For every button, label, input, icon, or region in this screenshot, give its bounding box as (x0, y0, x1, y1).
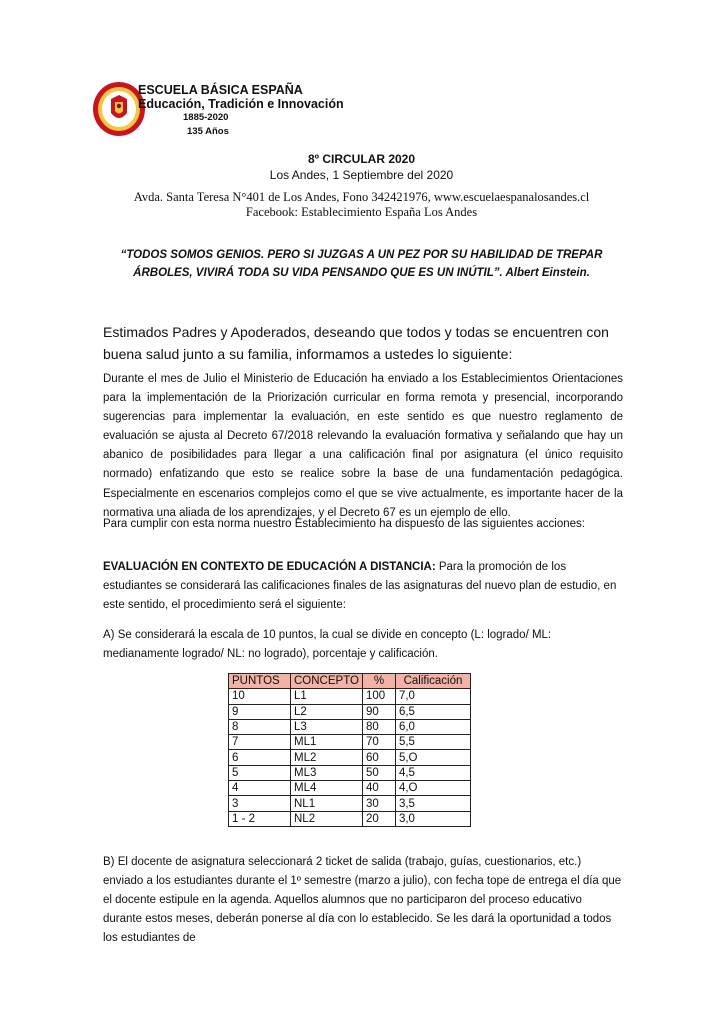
table-cell: ML1 (291, 735, 363, 750)
paragraph-acciones: Para cumplir con esta norma nuestro Establecimiento ha dispuesto de las siguientes acciones: (103, 518, 585, 530)
column-header: CONCEPTO (291, 674, 363, 689)
grading-scale-table (228, 673, 471, 827)
table-row (229, 811, 471, 826)
table-row (229, 765, 471, 780)
table-cell: 7 (229, 735, 291, 750)
table-cell: 6,0 (395, 719, 470, 734)
facebook-line: Facebook: Establecimiento España Los Andes (245, 205, 478, 219)
table-cell: NL1 (291, 796, 363, 811)
table-cell: 5,5 (395, 735, 470, 750)
table-cell: 100 (362, 689, 395, 704)
table-cell: 70 (362, 735, 395, 750)
table-cell: ML3 (291, 765, 363, 780)
table-cell: 1 - 2 (229, 811, 291, 826)
table-cell: 6,5 (395, 704, 470, 719)
table-cell: 7,0 (395, 689, 470, 704)
table-cell: 3 (229, 796, 291, 811)
table-cell: NL2 (291, 811, 363, 826)
table-row (229, 689, 471, 704)
paragraph-decreto: Durante el mes de Julio el Ministerio de Educación ha enviado a los Establecimientos Orientaciones para la implementación de la Priorización curricular en forma remota y presencial, incorporando sugerencias para implementar la evaluación, en este sentido es que nuestro reglamento de evaluación se ajusta al Decreto 67/2018 relevando la evaluación formativa y señalando que hay un abanico de posibilidades para llegar a una calificación final por asignatura (el único requisito normado) enfatizando que esto se realice sobre la base de una fundamentación pedagógica. Especialmente en escenarios complejos como el que se vive actualmente, es importante hacer de la normativa una aliada de los aprendizajes, y el Decreto 67 es un ejemplo de ello. (103, 373, 623, 519)
table-cell: 50 (362, 765, 395, 780)
table-cell: 40 (362, 781, 395, 796)
table-cell: 80 (362, 719, 395, 734)
einstein-quote: “TODOS SOMOS GENIOS. PERO SI JUZGAS A UN PEZ POR SU HABILIDAD DE TREPAR ÁRBOLES, VIVIRÁ TODA SU VIDA PENSANDO QUE ES UN INÚTIL”. Albert Einstein. (120, 249, 603, 279)
table-cell: L2 (291, 704, 363, 719)
table-row (229, 719, 471, 734)
circular-title: 8º CIRCULAR 2020 (307, 152, 416, 166)
table-cell: 10 (229, 689, 291, 704)
table-cell: 20 (362, 811, 395, 826)
table-cell: 4,O (395, 781, 470, 796)
table-cell: 9 (229, 704, 291, 719)
table-row (229, 781, 471, 796)
school-address: Avda. Santa Teresa N°401 de Los Andes, Fono 342421976, www.escuelaespanalosandes.cl (133, 190, 590, 204)
table-cell: ML4 (291, 781, 363, 796)
table-cell: 5 (229, 765, 291, 780)
table-cell: 3,5 (395, 796, 470, 811)
table-cell: 4,5 (395, 765, 470, 780)
table-row (229, 704, 471, 719)
table-header-row (229, 674, 471, 689)
section-text: Para la promoción de los estudiantes se considerará las calificaciones finales de las asignaturas del nuevo plan de estudio, en este sentido, el procedimiento será el siguiente: (103, 561, 617, 612)
table-cell: 60 (362, 750, 395, 765)
paragraph-escala: A) Se considerará la escala de 10 puntos, la cual se divide en concepto (L: logrado/ ML: medianamente logrado/ NL: no logrado), porcentaje y calificación. (103, 629, 552, 661)
school-years: 1885-2020 (183, 112, 229, 123)
circular-date: Los Andes, 1 Septiembre del 2020 (269, 168, 454, 182)
section-heading: EVALUACIÓN EN CONTEXTO DE EDUCACIÓN A DISTANCIA: (103, 561, 436, 573)
table-cell: 90 (362, 704, 395, 719)
paragraph-evaluacion (103, 558, 623, 615)
table-cell: 5,O (395, 750, 470, 765)
column-header: PUNTOS (229, 674, 291, 689)
school-motto: Educación, Tradición e Innovación (138, 97, 344, 111)
column-header: Calificación (395, 674, 470, 689)
table-cell: L3 (291, 719, 363, 734)
table-cell: ML2 (291, 750, 363, 765)
column-header: % (362, 674, 395, 689)
table-cell: 8 (229, 719, 291, 734)
table-cell: 3,0 (395, 811, 470, 826)
greeting-paragraph: Estimados Padres y Apoderados, deseando que todos y todas se encuentren con buena salud junto a su familia, informamos a ustedes lo siguiente: (103, 324, 609, 362)
table-row (229, 750, 471, 765)
paragraph-tickets: B) El docente de asignatura seleccionará 2 ticket de salida (trabajo, guías, cuestionarios, etc.) enviado a los estudiantes durante el 1º semestre (marzo a julio), con fecha tope de entrega el día que el docente estipule en la agenda. Aquellos alumnos que no participaron del proceso educativo durante estos meses, deberán ponerse al día con lo establecido. Se les dará la oportunidad a todos los estudiantes de (103, 856, 622, 945)
table-row (229, 735, 471, 750)
table-cell: 6 (229, 750, 291, 765)
table-row (229, 796, 471, 811)
school-name: ESCUELA BÁSICA ESPAÑA (138, 83, 303, 97)
table-cell: L1 (291, 689, 363, 704)
table-cell: 30 (362, 796, 395, 811)
table-cell: 4 (229, 781, 291, 796)
school-anniversary: 135 Años (187, 126, 229, 137)
